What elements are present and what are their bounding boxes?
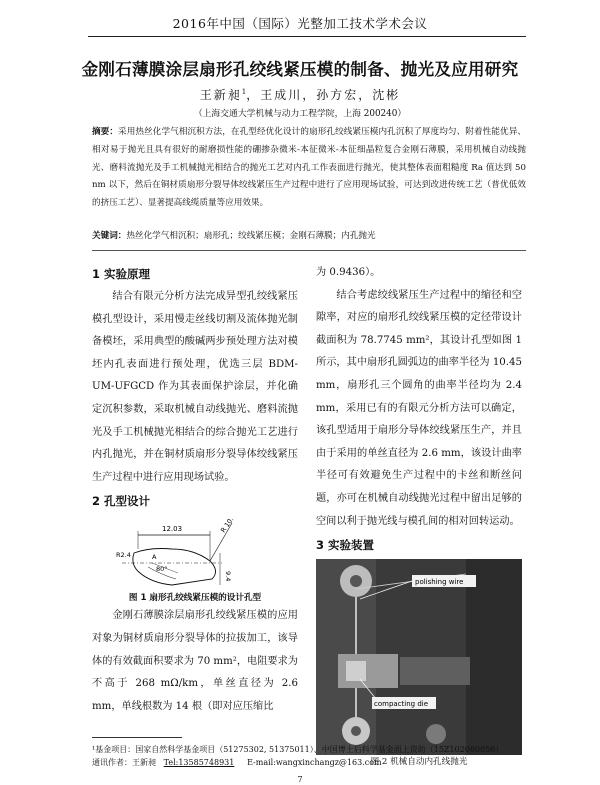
figure-1-die-profile [92, 519, 298, 591]
contact-tel: Tel:13585748931 [163, 758, 235, 767]
continued-text: 为 0.9436）。 [316, 267, 381, 278]
dim-height-label: 9.4 [224, 571, 232, 582]
page-number: 7 [297, 775, 303, 784]
figure-2-photo [316, 559, 522, 755]
author-line [0, 86, 600, 103]
abstract [92, 124, 526, 213]
figure-1-caption: 图 1 扇形孔绞线紧压模的设计孔型 [128, 593, 262, 604]
polishing-wire-label: polishing wire [415, 578, 464, 587]
die-profile-drawing [92, 519, 298, 591]
header-rule [88, 36, 526, 37]
right-column [316, 262, 522, 769]
paper-title: 金刚石薄膜涂层扇形孔绞线紧压模的制备、抛光及应用研究 [81, 60, 519, 79]
section-3-heading: 3 实验装置 [316, 538, 375, 553]
dim-corner-radius-label: R2.4 [116, 551, 131, 560]
author-first: 王新昶 [199, 88, 242, 102]
point-a-label: A [152, 553, 157, 562]
running-header: 2016年中国（国际）光整加工技术学术会议 [172, 16, 428, 31]
footnote-rule [92, 737, 182, 738]
affiliation: （上海交通大学机械与动力工程学院，上海 200240） [193, 109, 407, 119]
abstract-separator [92, 250, 526, 251]
footnote-contact [92, 757, 540, 769]
dim-width-label: 12.03 [162, 525, 183, 534]
keywords-label: 关键词： [92, 231, 127, 241]
keywords [92, 229, 526, 241]
figure-2-caption: 图 2 机械自动内孔线抛光 [370, 757, 468, 768]
compacting-die-label: compacting die [374, 700, 429, 709]
dim-angle-label: 80° [156, 565, 168, 574]
section-1-heading: 1 实验原理 [92, 267, 151, 281]
section-2-body: 金刚石薄膜涂层扇形孔绞线紧压模的应用对象为铜材质扇形分裂导体的拉拔加工，该导体的有效截面积要求为 70 mm²，电阻要求为不高于 268 mΩ/km，单丝直径为 2.6 mm，单线根数为 14 根（即对应压缩比 [92, 610, 298, 712]
contact-author: 通讯作者：王新昶 [92, 758, 156, 767]
dim-arc-radius-label: R 10.45 [219, 519, 241, 535]
left-column [92, 262, 298, 718]
keywords-text: 热丝化学气相沉积；扇形孔；绞线紧压模；金刚石薄膜；内孔抛光 [126, 231, 376, 241]
section-1-body: 结合有限元分析方法完成异型孔绞线紧压模孔型设计，采用慢走丝线切割及流体抛光制备模坯，采用典型的酸碱两步预处理方法对模坯内孔表面进行预处理，优选三层 BDM-UM-UFGCD 作为其表面保护涂层，并化确定沉积参数，采取机械自动线抛光、磨料流抛光及手工机械抛光相结合的综合抛光工艺进行内孔抛光，并在铜材质扇形分裂导体绞线紧压生产过程中进行应用现场试验。 [92, 291, 298, 483]
author-footnote-mark: 1 [241, 88, 247, 96]
contact-email: E-mail:wangxinchangz@163.com [247, 758, 382, 767]
abstract-text: 采用热丝化学气相沉积方法，在孔型经优化设计的扇形孔绞线紧压模内孔沉积了厚度均匀、附着性能优异、相对易于抛光且具有很好的耐磨损性能的硼掺杂微米-本征微米-本征细晶粒复合金刚石薄膜，采用机械自动线抛光、磨料流抛光及手工机械抛光相结合的抛光工艺对内孔工作表面进行抛光，使其整体表面粗糙度 Ra 值达到 50 nm 以下，然后在铜材质扇形分裂导体绞线紧压生产过程中进行了应用现场试验，可达到改进传统工艺（普优低效的挤压工艺）、显著提高线缆质量等应用效果。 [92, 127, 526, 209]
footnote-fund: ¹基金项目：国家自然科学基金项目（51275302, 51375011）、中国博士后科学基金面上资助（15Z102060056） [92, 745, 504, 754]
abstract-label: 摘要： [92, 127, 119, 137]
section-2-heading: 2 孔型设计 [92, 494, 151, 509]
polishing-setup-photo [316, 559, 522, 755]
author-rest: ，王成川，孙方宏，沈彬 [246, 88, 401, 102]
section-2-body-cont: 结合考虑绞线紧压生产过程中的缩径和空隙率，对应的扇形孔绞线紧压模的定径带设计截面积为 78.7745 mm²，其设计孔型如图 1 所示，其中扇形孔圆弧边的曲率半径为 10.45 mm，扇形孔三个圆角的曲率半径均为 2.4 mm，采用已有的有限元分析方法可以确定，该孔型适用于扇形分导体绞线紧压生产，并且由于采用的单丝直径为 2.6 mm，该设计曲率半径可有效避免生产过程中的卡丝和断丝问题，亦可在机械自动线抛光过程中留出足够的空间以利于抛光线与模孔间的相对回转运动。 [316, 289, 522, 527]
